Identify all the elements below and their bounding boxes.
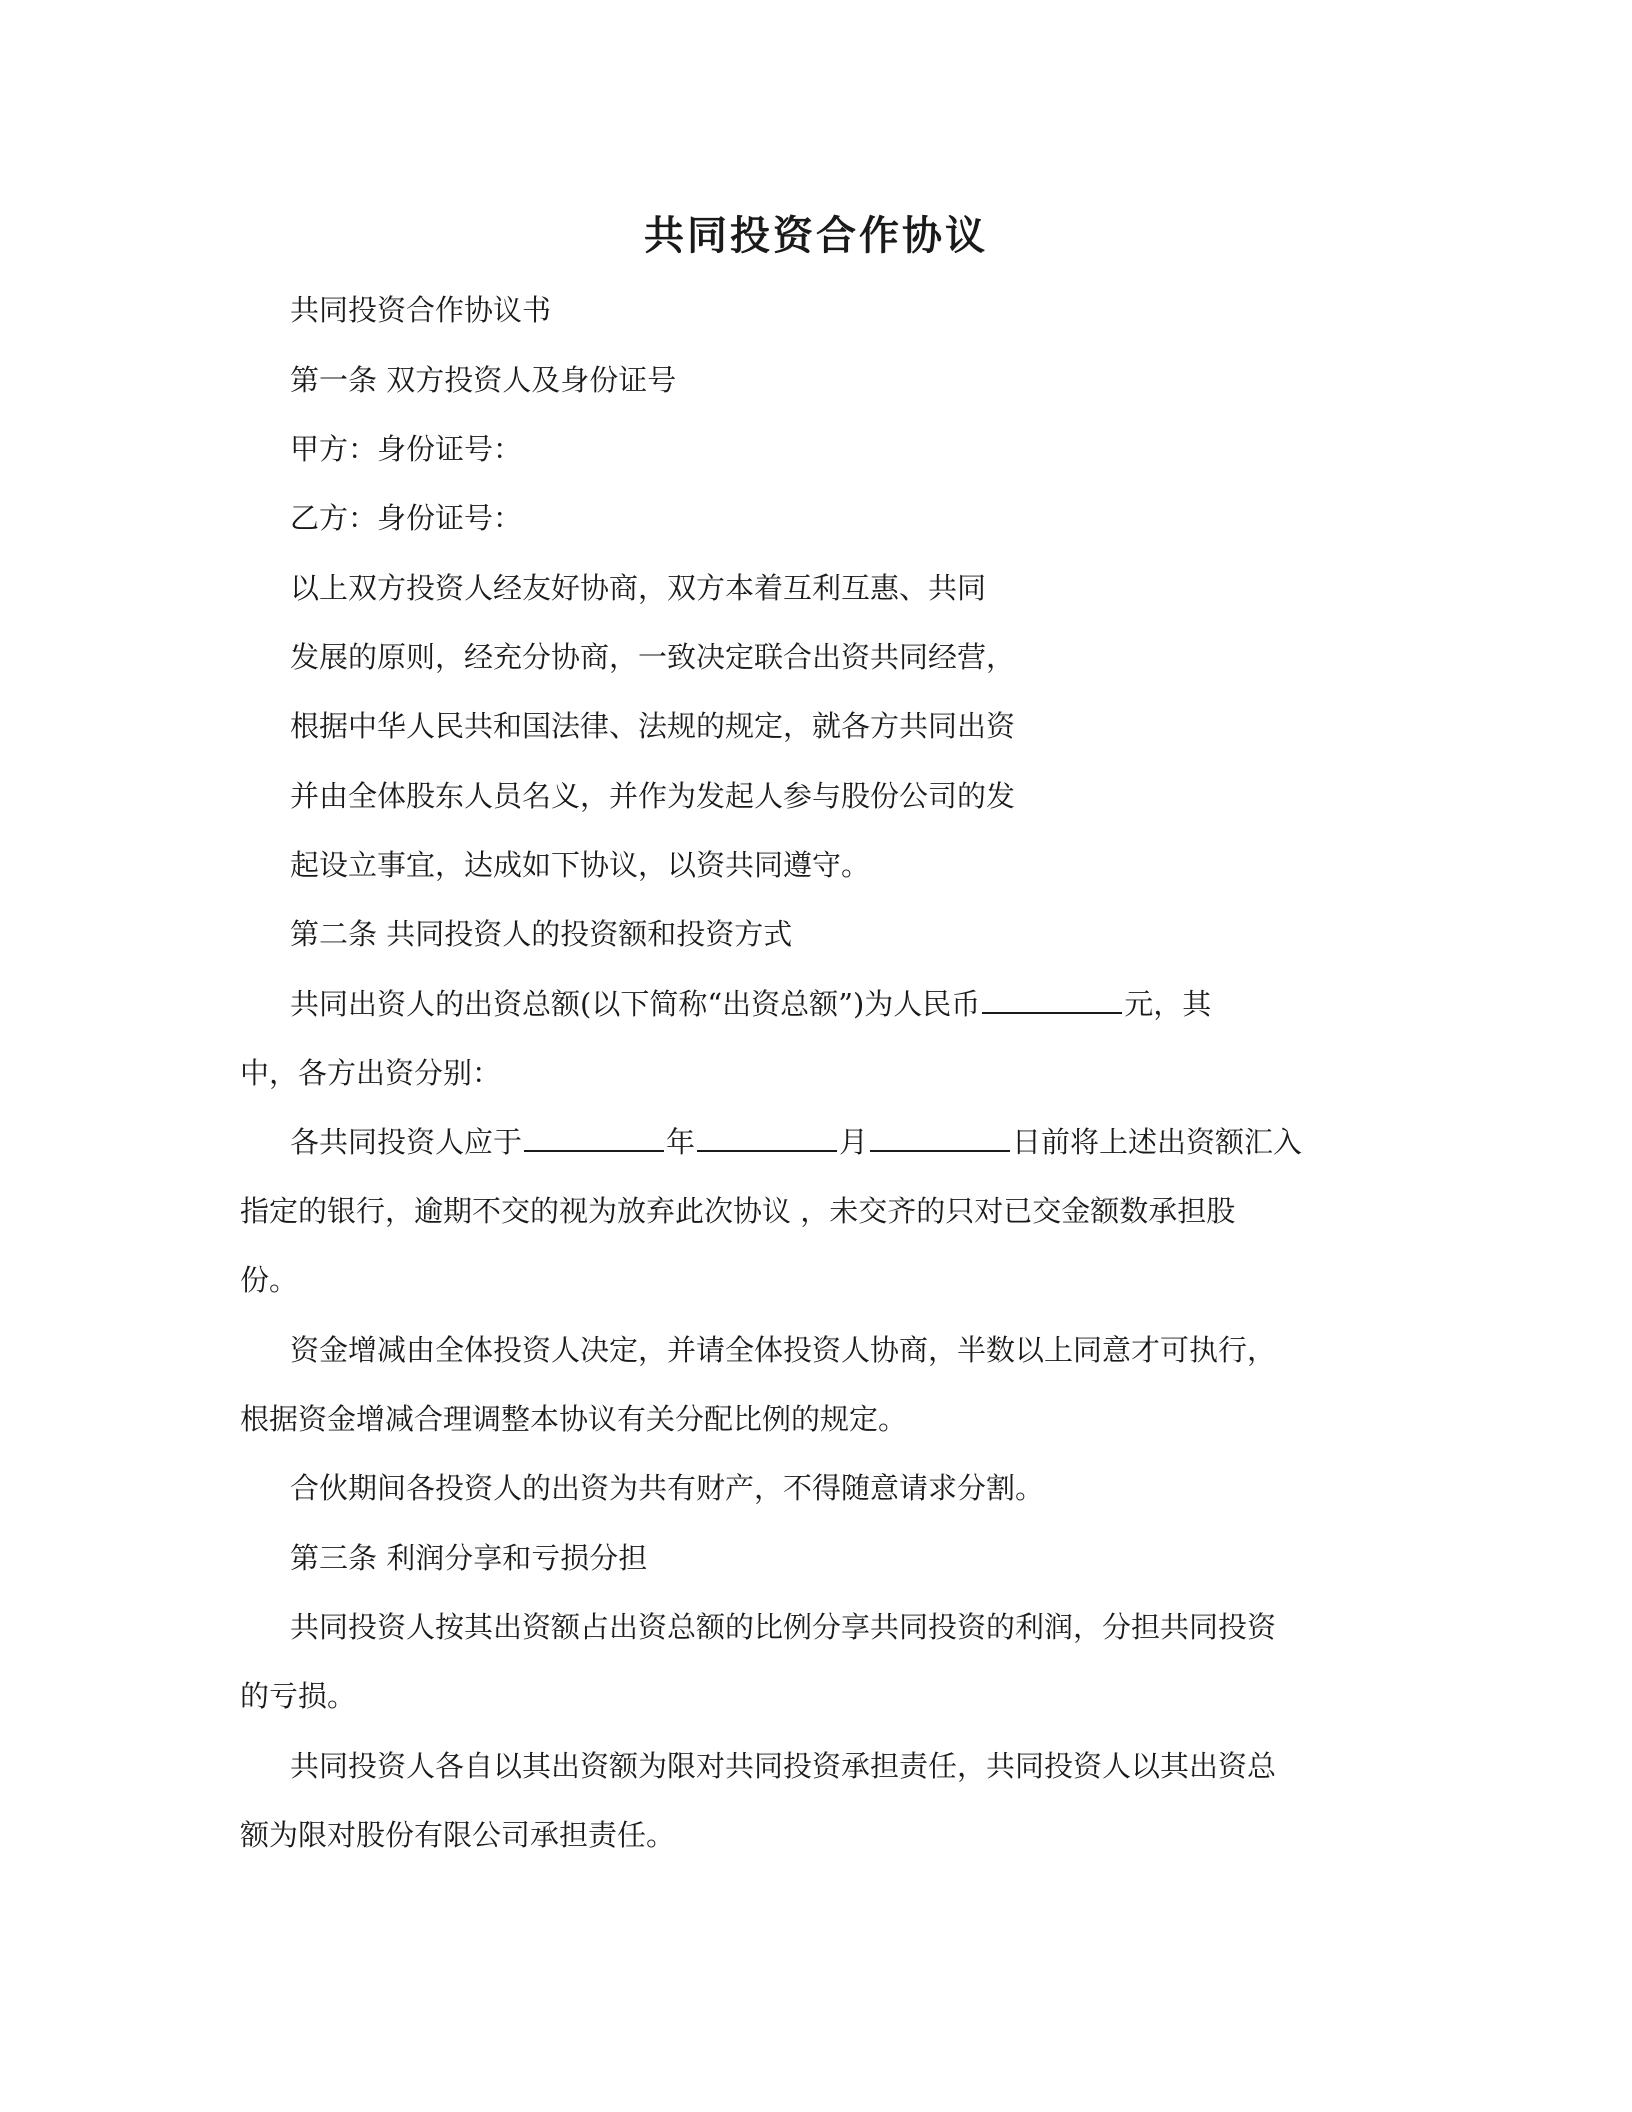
article-1-title: 第一条 双方投资人及身份证号 (290, 363, 677, 397)
liability-line: 共同投资人各自以其出资额为限对共同投资承担责任，共同投资人以其出资总 (290, 1749, 1277, 1783)
deadline-line (290, 1122, 1302, 1162)
article-1-text-line: 发展的原则，经充分协商，一致决定联合出资共同经营， (290, 640, 1016, 674)
amount-blank (982, 984, 1122, 1014)
deadline-continuation: 份。 (240, 1263, 299, 1297)
article-2-title: 第二条 共同投资人的投资额和投资方式 (290, 917, 793, 951)
profit-sharing-line: 共同投资人按其出资额占出资总额的比例分享共同投资的利润，分担共同投资 (290, 1610, 1277, 1644)
year-blank (524, 1122, 664, 1152)
document-heading: 共同投资合作协议书 (290, 293, 552, 327)
article-1-text-line: 起设立事宜，达成如下协议，以资共同遵守。 (290, 848, 871, 882)
party-a-line: 甲方：身份证号： (290, 432, 523, 466)
deadline-prefix: 各共同投资人应于 (290, 1125, 523, 1159)
article-3-title: 第三条 利润分享和亏损分担 (290, 1541, 648, 1575)
deadline-continuation: 指定的银行，逾期不交的视为放弃此次协议 ，未交齐的只对已交金额数承担股 (240, 1194, 1236, 1228)
article-1-text-line: 并由全体股东人员名义，并作为发起人参与股份公司的发 (290, 779, 1016, 813)
liability-continuation: 额为限对股份有限公司承担责任。 (240, 1818, 676, 1852)
deadline-suffix: 日前将上述出资额汇入 (1012, 1125, 1303, 1159)
party-b-line: 乙方：身份证号： (290, 501, 523, 535)
document-title: 共同投资合作协议 (644, 212, 988, 259)
total-amount-suffix: 元，其 (1124, 987, 1212, 1021)
article-1-text-line: 以上双方投资人经友好协商，双方本着互利互惠、共同 (290, 571, 987, 605)
total-amount-prefix: 共同出资人的出资总额(以下简称“出资总额”)为人民币 (290, 987, 981, 1021)
total-amount-continuation: 中，各方出资分别： (240, 1056, 502, 1090)
common-property-line: 合伙期间各投资人的出资为共有财产，不得随意请求分割。 (290, 1471, 1045, 1505)
year-label: 年 (666, 1125, 696, 1159)
capital-change-continuation: 根据资金增减合理调整本协议有关分配比例的规定。 (240, 1402, 908, 1436)
capital-change-line: 资金增减由全体投资人决定，并请全体投资人协商，半数以上同意才可执行， (290, 1333, 1277, 1367)
month-blank (697, 1122, 837, 1152)
day-blank (870, 1122, 1010, 1152)
article-1-text-line: 根据中华人民共和国法律、法规的规定，就各方共同出资 (290, 709, 1016, 743)
month-label: 月 (839, 1125, 869, 1159)
total-amount-line (290, 984, 1211, 1024)
profit-sharing-continuation: 的亏损。 (240, 1679, 357, 1713)
